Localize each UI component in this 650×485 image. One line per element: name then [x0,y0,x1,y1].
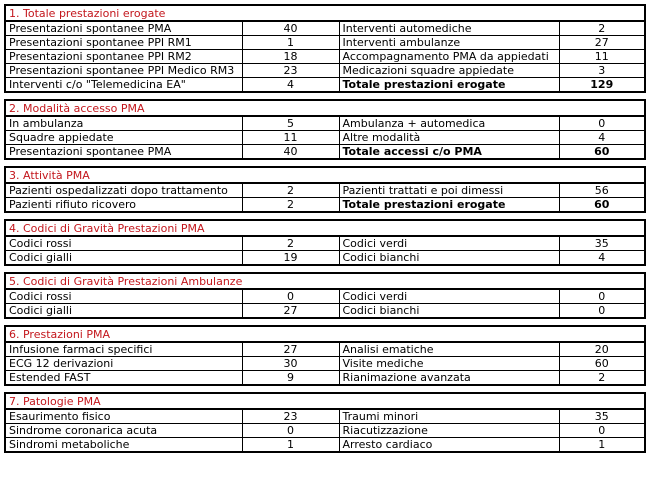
row-value: 30 [242,357,339,371]
row-value: 1 [242,438,339,453]
section-codici-gravita-ambulanze [4,272,646,319]
row-label: Codici verdi [339,236,559,251]
total-label: Totale prestazioni erogate [339,198,559,213]
table-row [5,357,645,371]
row-label: Analisi ematiche [339,342,559,357]
row-label: Medicazioni squadre appiedate [339,64,559,78]
row-value: 11 [242,131,339,145]
row-value: 1 [559,438,645,453]
table-row [5,371,645,386]
table-row [5,36,645,50]
table-row [5,289,645,304]
row-value: 2 [242,198,339,213]
section-modalita-accesso [4,99,646,160]
row-label: Estended FAST [5,371,242,386]
table-row [5,438,645,453]
row-label: Presentazioni spontanee PPI RM2 [5,50,242,64]
row-value: 4 [559,251,645,266]
row-label: Presentazioni spontanee PMA [5,21,242,36]
row-label: Presentazioni spontanee PPI Medico RM3 [5,64,242,78]
table-row [5,78,645,93]
table-row [5,50,645,64]
row-value: 11 [559,50,645,64]
row-value: 1 [242,36,339,50]
total-value: 60 [559,198,645,213]
row-value: 27 [242,342,339,357]
section-patologie-pma [4,392,646,453]
row-label: Presentazioni spontanee PMA [5,145,242,160]
row-label: Riacutizzazione [339,424,559,438]
row-value: 35 [559,409,645,424]
row-value: 60 [559,357,645,371]
row-value: 27 [559,36,645,50]
row-label: Codici rossi [5,236,242,251]
row-value: 0 [559,304,645,319]
section-title: 1. Totale prestazioni erogate [5,5,645,21]
row-label: Rianimazione avanzata [339,371,559,386]
section-prestazioni-pma [4,325,646,386]
row-value: 19 [242,251,339,266]
row-value: 20 [559,342,645,357]
row-label: Pazienti trattati e poi dimessi [339,183,559,198]
row-value: 23 [242,409,339,424]
row-label: Ambulanza + automedica [339,116,559,131]
row-value: 23 [242,64,339,78]
row-label: Arresto cardiaco [339,438,559,453]
row-value: 2 [242,236,339,251]
table-row [5,409,645,424]
section-title: 6. Prestazioni PMA [5,326,645,342]
section-attivita-pma [4,166,646,213]
row-value: 0 [559,116,645,131]
row-value: 5 [242,116,339,131]
row-value: 4 [559,131,645,145]
total-value: 129 [559,78,645,93]
row-label: Interventi ambulanze [339,36,559,50]
section-title: 2. Modalità accesso PMA [5,100,645,116]
row-label: Interventi automediche [339,21,559,36]
section-title: 4. Codici di Gravità Prestazioni PMA [5,220,645,236]
row-label: Codici verdi [339,289,559,304]
row-label: Visite mediche [339,357,559,371]
table-row [5,342,645,357]
table-row [5,251,645,266]
row-value: 35 [559,236,645,251]
row-label: Accompagnamento PMA da appiedati [339,50,559,64]
row-label: ECG 12 derivazioni [5,357,242,371]
total-value: 60 [559,145,645,160]
row-value: 27 [242,304,339,319]
row-label: Codici bianchi [339,251,559,266]
row-value: 40 [242,145,339,160]
total-label: Totale accessi c/o PMA [339,145,559,160]
row-label: Altre modalità [339,131,559,145]
row-value: 2 [559,21,645,36]
row-value: 0 [242,289,339,304]
row-label: Presentazioni spontanee PPI RM1 [5,36,242,50]
section-totale-prestazioni [4,4,646,93]
section-title: 7. Patologie PMA [5,393,645,409]
row-value: 4 [242,78,339,93]
row-value: 0 [559,289,645,304]
row-value: 2 [559,371,645,386]
table-row [5,304,645,319]
table-row [5,64,645,78]
row-label: Codici gialli [5,251,242,266]
table-row [5,236,645,251]
table-row [5,183,645,198]
table-row [5,145,645,160]
table-row [5,198,645,213]
table-row [5,424,645,438]
section-title: 5. Codici di Gravità Prestazioni Ambulanze [5,273,645,289]
row-value: 9 [242,371,339,386]
report-sheet [4,4,644,453]
row-label: Sindromi metaboliche [5,438,242,453]
row-value: 0 [559,424,645,438]
row-value: 3 [559,64,645,78]
row-label: Esaurimento fisico [5,409,242,424]
table-row [5,131,645,145]
table-row [5,116,645,131]
row-label: Codici rossi [5,289,242,304]
section-codici-gravita-pma [4,219,646,266]
row-value: 2 [242,183,339,198]
table-row [5,21,645,36]
row-label: Interventi c/o "Telemedicina EA" [5,78,242,93]
row-label: Codici gialli [5,304,242,319]
row-label: Pazienti rifiuto ricovero [5,198,242,213]
row-value: 0 [242,424,339,438]
row-value: 40 [242,21,339,36]
row-label: In ambulanza [5,116,242,131]
row-label: Codici bianchi [339,304,559,319]
row-label: Infusione farmaci specifici [5,342,242,357]
row-label: Pazienti ospedalizzati dopo trattamento [5,183,242,198]
row-value: 56 [559,183,645,198]
row-label: Traumi minori [339,409,559,424]
section-title: 3. Attività PMA [5,167,645,183]
total-label: Totale prestazioni erogate [339,78,559,93]
row-label: Sindrome coronarica acuta [5,424,242,438]
row-value: 18 [242,50,339,64]
row-label: Squadre appiedate [5,131,242,145]
